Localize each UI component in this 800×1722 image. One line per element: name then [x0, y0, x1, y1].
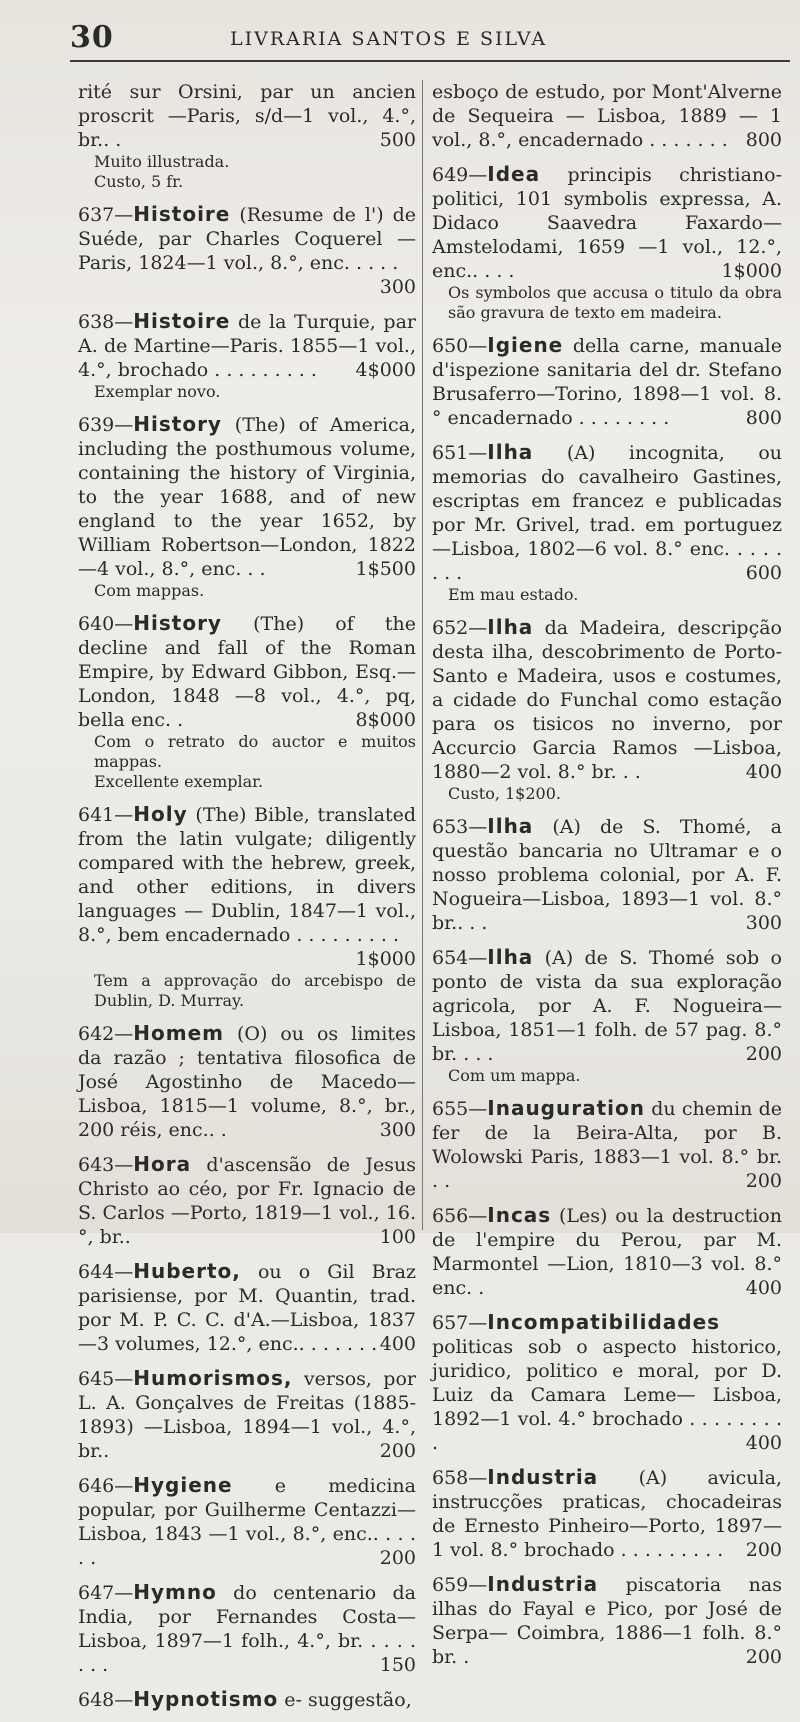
catalog-entry: [78, 412, 416, 601]
catalog-entry: [432, 80, 782, 152]
entry-keyword: History: [133, 412, 222, 436]
left-column: [78, 80, 416, 1722]
entry-note: Com mappas.: [94, 581, 205, 600]
catalog-entry: [78, 1580, 416, 1677]
entry-keyword: Homem: [133, 1021, 224, 1045]
catalog-entry: [78, 202, 416, 299]
entry-keyword: Histoire: [133, 202, 231, 226]
entry-price: 200: [745, 1043, 782, 1065]
entry-text: versos, por L. A. Gonçalves de Freitas (1885-1893) —Lisboa, 1894—1 vol., 4.°, br..: [78, 1368, 416, 1462]
entry-price: 300: [379, 276, 416, 298]
column-divider: [422, 80, 423, 1230]
entry-text: e- suggestão,: [278, 1689, 412, 1711]
entry-price: 200: [745, 1646, 782, 1668]
entry-note: Com um mappa.: [448, 1066, 581, 1085]
entry-keyword: History: [133, 611, 222, 635]
entry-keyword: Igiene: [487, 333, 564, 357]
entry-text: d'ascensão de Jesus Christo ao céo, por Fr. Ignacio de S. Carlos —Porto, 1819—1 vol., 16.°, br..: [78, 1154, 416, 1248]
entry-text: de la Turquie, par A. de Martine—Paris. 1855—1 vol., 4.°, brochado . . . . . . . . .: [78, 311, 416, 381]
entry-number: 643—: [78, 1154, 134, 1176]
catalog-entry: [432, 945, 782, 1086]
entry-note: Com o retrato do auctor e muitos mappas.: [94, 732, 416, 771]
entry-keyword: Hora: [133, 1152, 192, 1176]
entry-price: 4$000: [355, 359, 416, 381]
entry-price: 1$500: [355, 558, 416, 580]
entry-text: (A) incognita, ou memorias do cavalheiro Gastines, escriptas em francez e publicadas por Mr. Grivel, trad. em portuguez—Lisboa, 1802—6 vol. 8.° enc. . . . . . . .: [432, 442, 782, 584]
entry-number: 644—: [78, 1261, 134, 1283]
entry-price: 800: [745, 129, 782, 151]
entry-text: principis christiano-politici, 101 symbolis expressa, A. Didaco Saavedra Faxardo—Amstelodami, 1659 —1 vol., 12.°, enc.. . . .: [432, 164, 782, 282]
entry-note: Muito illustrada.: [94, 152, 230, 171]
entry-price: 200: [379, 1547, 416, 1569]
header-rule: [70, 60, 790, 62]
entry-note: Excellente exemplar.: [94, 772, 264, 791]
catalog-entry: [432, 615, 782, 804]
entry-number: 659—: [432, 1574, 488, 1596]
entry-text: esboço de estudo, por Mont'Alverne de Sequeira — Lisboa, 1889 — 1 vol., 8.°, encadernado . . . . . . .: [432, 81, 782, 151]
entry-keyword: Hypnotismo: [133, 1687, 279, 1711]
entry-text: politicas sob o aspecto historico, juridico, politico e moral, por D. Luiz da Camara Leme— Lisboa, 1892—1 vol. 4.° brochado . . . . . . . . .: [432, 1336, 782, 1454]
entry-text: do centenario da India, por Fernandes Costa—Lisboa, 1897—1 folh., 4.°, br. . . . . . . .: [78, 1582, 416, 1676]
entry-price: 8$000: [355, 709, 416, 731]
catalog-entry: [432, 814, 782, 935]
entry-text: e medicina popular, por Guilherme Centazzi—Lisboa, 1843 —1 vol., 8.°, enc.. . . . . .: [78, 1475, 416, 1569]
entry-text: ou o Gil Braz parisiense, por M. Quantin, trad. por M. P. C. C. d'A.—Lisboa, 1837—3 volumes, 12.°, enc.. . . . . . .: [78, 1261, 416, 1355]
entry-number: 651—: [432, 442, 488, 464]
entry-keyword: Inauguration: [487, 1096, 645, 1120]
catalog-entry: [432, 1096, 782, 1193]
catalog-entry: [432, 1310, 782, 1455]
entry-price: 400: [379, 1333, 416, 1355]
page-number: 30: [70, 20, 114, 55]
entry-text: du chemin de fer de la Beira-Alta, por B. Wolowski Paris, 1883—1 vol. 8.° br. . .: [432, 1098, 782, 1192]
entry-price: 400: [745, 1432, 782, 1454]
entry-number: 640—: [78, 613, 134, 635]
catalog-entry: [432, 440, 782, 605]
entry-keyword: Industria: [487, 1572, 599, 1596]
entry-price: 400: [745, 1277, 782, 1299]
catalog-entry: [78, 611, 416, 792]
entry-text: (Resume de l') de Suéde, par Charles Coquerel — Paris, 1824—1 vol., 8.°, enc. . . . .: [78, 204, 416, 274]
entry-text: piscatoria nas ilhas do Fayal e Pico, por José de Serpa— Coimbra, 1886—1 folh. 8.° br. .: [432, 1574, 782, 1668]
entry-keyword: Holy: [133, 802, 188, 826]
catalog-entry: [78, 1473, 416, 1570]
catalog-entry: [432, 1572, 782, 1669]
entry-note: Em mau estado.: [448, 585, 579, 604]
entry-number: 656—: [432, 1205, 488, 1227]
catalog-entry: [432, 333, 782, 430]
entry-price: 300: [379, 1119, 416, 1141]
entry-number: 650—: [432, 335, 488, 357]
entry-text: (O) ou os limites da razão ; tentativa filosofica de José Agostinho de Macedo—Lisboa, 1815—1 volume, 8.°, br., 200 réis, enc.. .: [78, 1023, 416, 1141]
entry-number: 639—: [78, 414, 134, 436]
entry-text: (A) avicula, instrucções praticas, chocadeiras de Ernesto Pinheiro—Porto, 1897—1 vol. 8.° brochado . . . . . . . . .: [432, 1467, 782, 1561]
entry-number: 647—: [78, 1582, 134, 1604]
entry-number: 654—: [432, 947, 488, 969]
entry-number: 657—: [432, 1312, 488, 1334]
entry-number: 642—: [78, 1023, 134, 1045]
entry-text: della carne, manuale d'ispezione sanitaria del dr. Stefano Brusaferro—Torino, 1898—1 vol. 8.° encadernado . . . . . . . .: [432, 335, 782, 429]
entry-keyword: Hygiene: [133, 1473, 233, 1497]
entry-keyword: Industria: [487, 1465, 599, 1489]
entry-number: 653—: [432, 816, 488, 838]
entry-keyword: Ilha: [487, 945, 534, 969]
page-header: [70, 20, 790, 55]
catalog-entry: [432, 1465, 782, 1562]
entry-price: 1$000: [721, 260, 782, 282]
catalog-entry: [78, 802, 416, 1011]
entry-number: 645—: [78, 1368, 134, 1390]
entry-price: 400: [745, 761, 782, 783]
right-column: [432, 80, 782, 1679]
catalog-entry: [78, 1366, 416, 1463]
entry-price: 500: [379, 129, 416, 151]
entry-price: 200: [379, 1440, 416, 1462]
catalog-entry: [78, 1687, 416, 1712]
catalog-entry: [78, 80, 416, 192]
entry-number: 649—: [432, 164, 488, 186]
entry-number: 637—: [78, 204, 134, 226]
entry-number: 655—: [432, 1098, 488, 1120]
entry-text: (The) of the decline and fall of the Roman Empire, by Edward Gibbon, Esq.—London, 1848 —8 vol., 4.°, pq, bella enc. .: [78, 613, 416, 731]
entry-text: (A) de S. Thomé sob o ponto de vista da sua exploração agricola, por A. F. Nogueira—Lisboa, 1851—1 folh. de 57 pag. 8.° br. . . .: [432, 947, 782, 1065]
entry-keyword: Ilha: [487, 615, 534, 639]
entry-note: Os symbolos que accusa o titulo da obra são gravura de texto em madeira.: [448, 283, 782, 322]
entry-number: 648—: [78, 1689, 134, 1711]
entry-note: Exemplar novo.: [94, 382, 221, 401]
entry-note: Custo, 1$200.: [448, 784, 561, 803]
entry-price: 200: [745, 1539, 782, 1561]
entry-number: 638—: [78, 311, 134, 333]
entry-price: 600: [745, 562, 782, 584]
entry-number: 658—: [432, 1467, 488, 1489]
entry-keyword: Huberto,: [133, 1259, 241, 1283]
entry-text: (Les) ou la destruction de l'empire du Perou, par M. Marmontel —Lion, 1810—3 vol. 8.° enc. .: [432, 1205, 782, 1299]
entry-price: 1$000: [355, 948, 416, 970]
catalog-entry: [78, 309, 416, 402]
catalog-entry: [78, 1259, 416, 1356]
entry-price: 800: [745, 407, 782, 429]
entry-keyword: Ilha: [487, 814, 534, 838]
entry-text: (The) Bible, translated from the latin vulgate; diligently compared with the hebrew, greek, and other editions, in divers languages — Dublin, 1847—1 vol., 8.°, bem encadernado . . . . . . . . .: [78, 804, 416, 946]
entry-text: (The) of America, including the posthumous volume, containing the history of Virginia, to the year 1688, and of new england to the year 1652, by William Robertson—London, 1822—4 vol., 8.°, enc. . .: [78, 414, 416, 580]
entry-keyword: Incompatibilidades: [487, 1310, 721, 1334]
entry-note: Custo, 5 fr.: [94, 172, 184, 191]
catalog-entry: [78, 1021, 416, 1142]
entry-price: 300: [745, 912, 782, 934]
entry-price: 100: [379, 1226, 416, 1248]
entry-keyword: Idea: [487, 162, 541, 186]
catalog-entry: [432, 1203, 782, 1300]
entry-note: Tem a approvação do arcebispo de Dublin, D. Murray.: [94, 971, 416, 1010]
entry-number: 641—: [78, 804, 134, 826]
entry-number: 646—: [78, 1475, 134, 1497]
entry-price: 200: [745, 1170, 782, 1192]
entry-keyword: Humorismos,: [133, 1366, 293, 1390]
entry-text: (A) de S. Thomé, a questão bancaria no Ultramar e o nosso problema colonial, por A. F. Nogueira—Lisboa, 1893—1 vol. 8.° br.. . .: [432, 816, 782, 934]
entry-keyword: Hymno: [133, 1580, 217, 1604]
entry-price: 150: [379, 1654, 416, 1676]
entry-keyword: Incas: [487, 1203, 552, 1227]
entry-text: rité sur Orsini, par un ancien proscrit —Paris, s/d—1 vol., 4.°, br.. .: [78, 81, 416, 151]
entry-number: 652—: [432, 617, 488, 639]
entry-keyword: Ilha: [487, 440, 534, 464]
entry-keyword: Histoire: [133, 309, 231, 333]
catalog-entry: [432, 162, 782, 323]
running-head: LIVRARIA SANTOS E SILVA: [230, 28, 548, 50]
entry-text: da Madeira, descripção desta ilha, descobrimento de Porto-Santo e Madeira, usos e costumes, a cidade do Funchal como estação para os tisicos no inverno, por Accurcio Garcia Ramos —Lisboa, 1880—2 vol. 8.° br. . .: [432, 617, 782, 783]
catalog-entry: [78, 1152, 416, 1249]
